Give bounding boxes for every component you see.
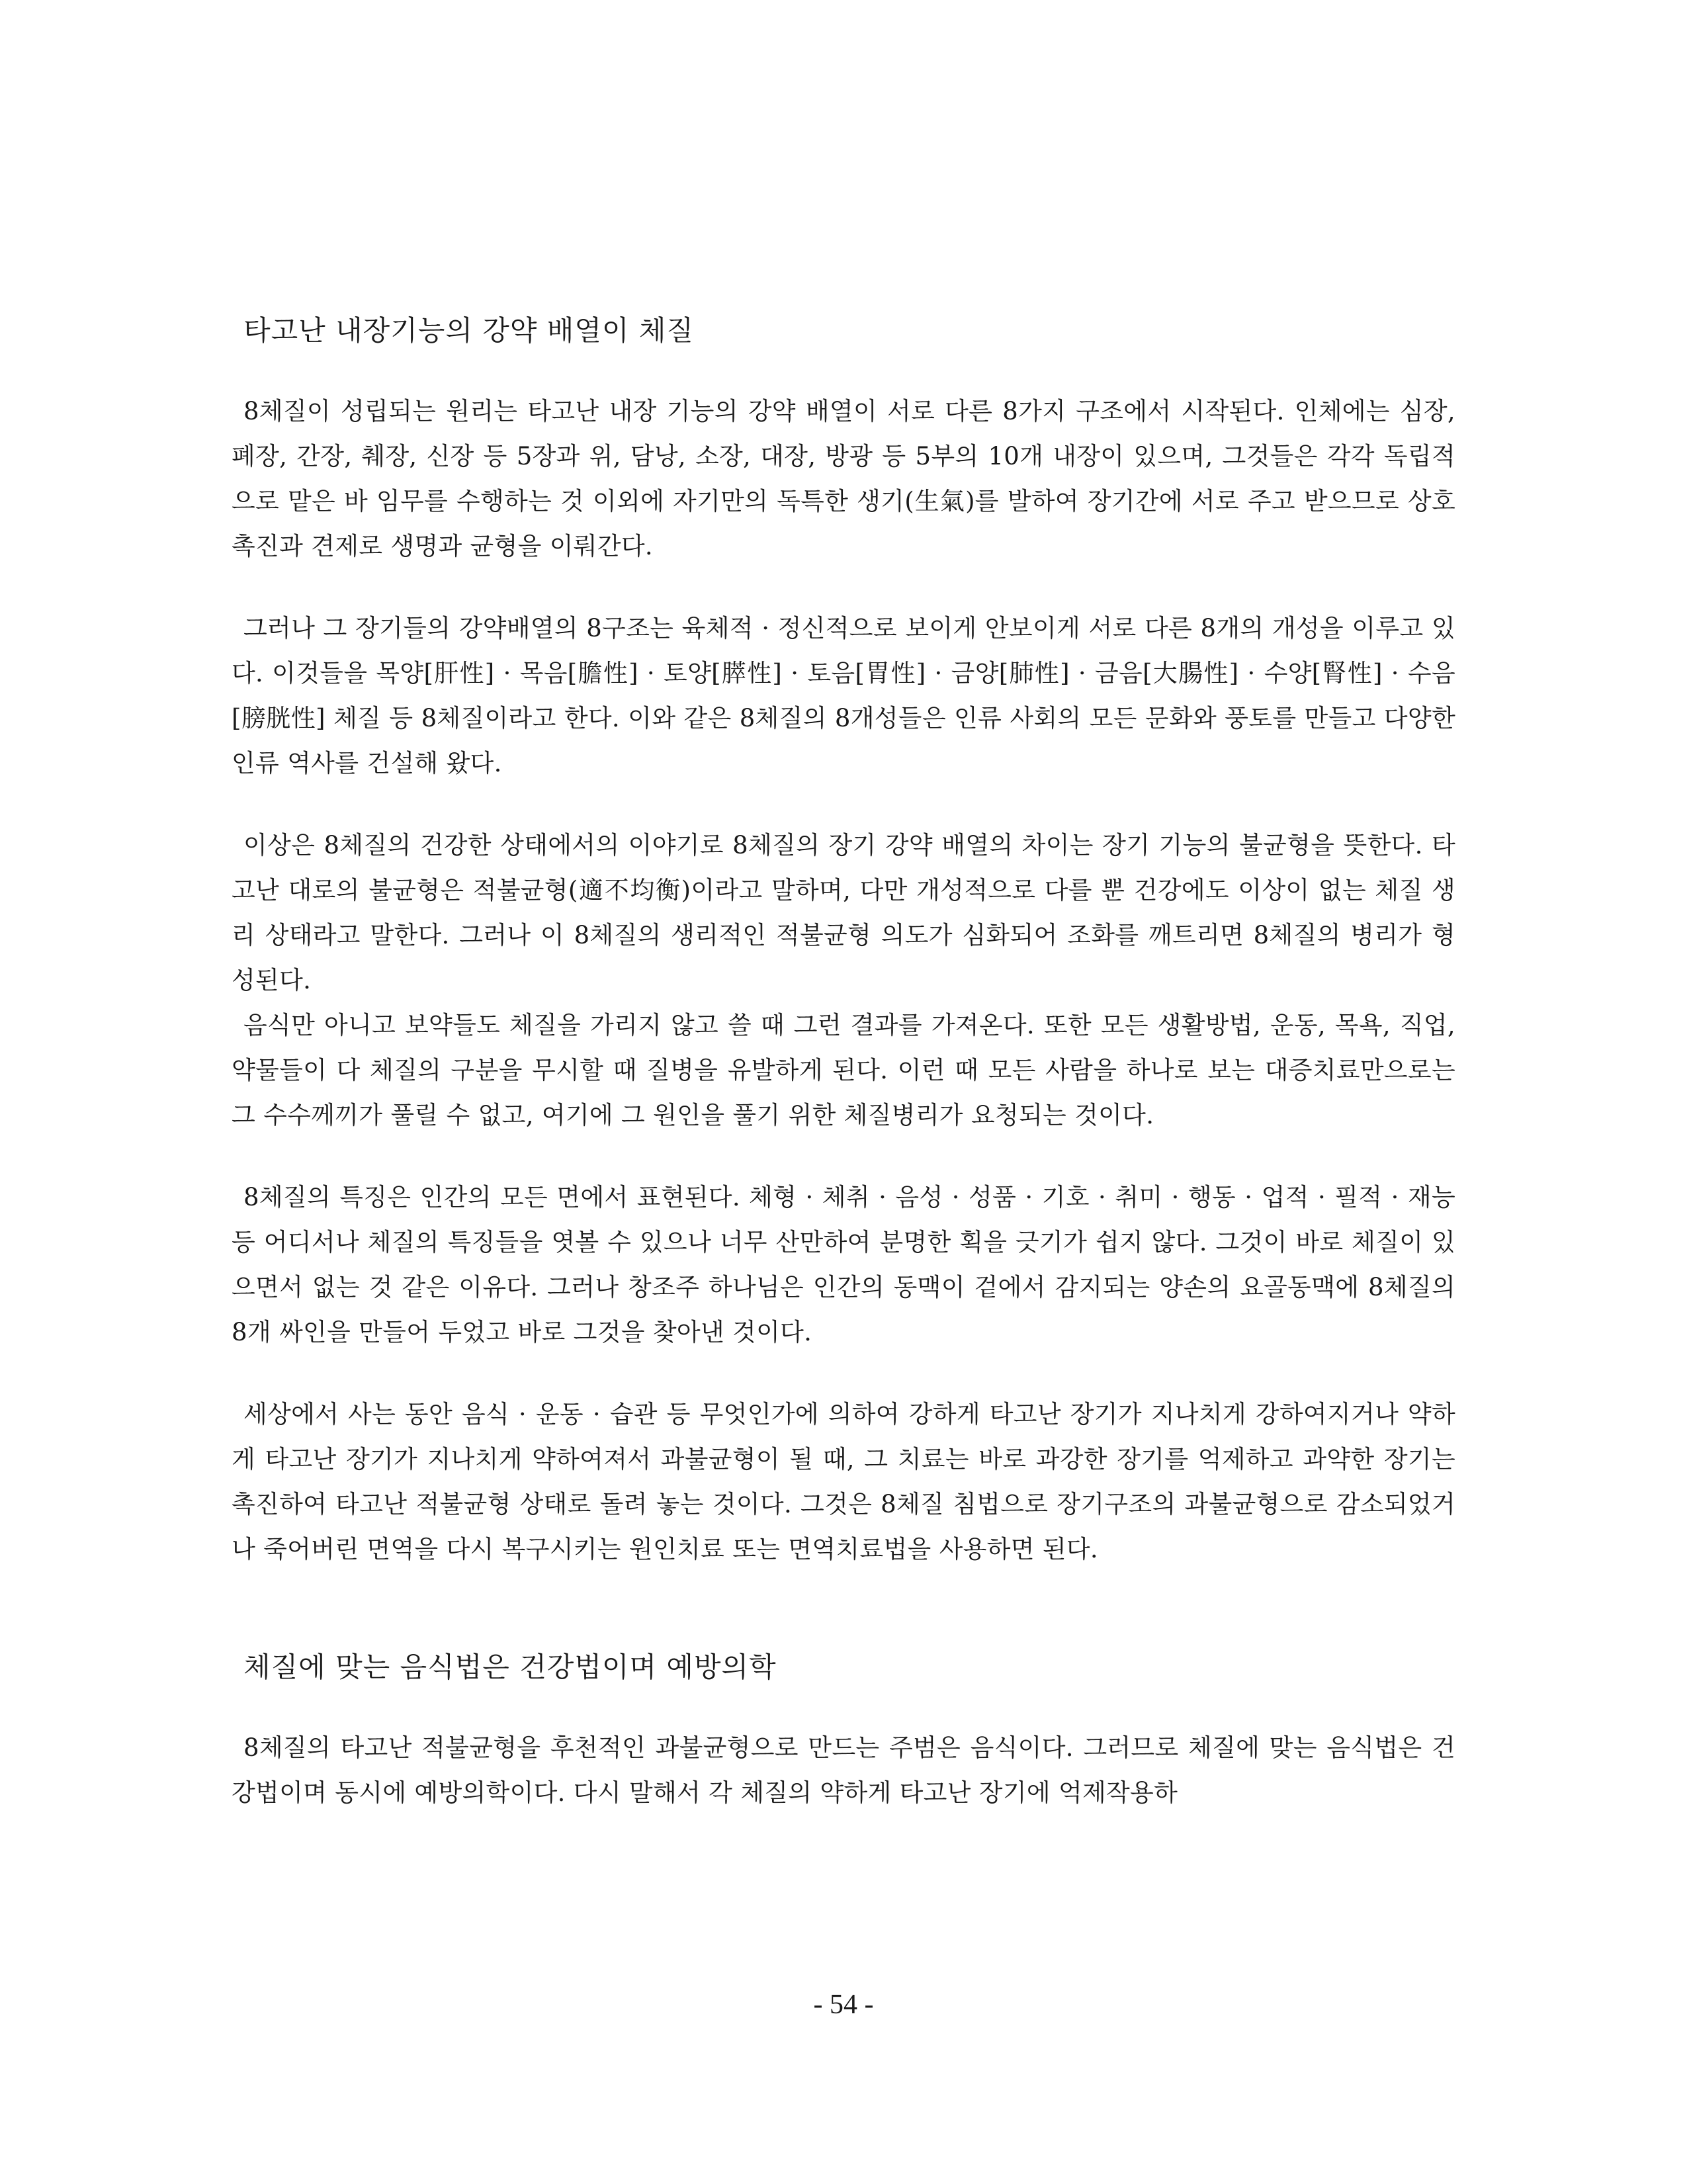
paragraph: 세상에서 사는 동안 음식 · 운동 · 습관 등 무엇인가에 의하여 강하게 타고난 장기가 지나치게 강하여지거나 약하게 타고난 장기가 지나치게 약하여져서 과불균형이 될 때, 그 치료는 바로 과강한 장기를 억제하고 과약한 장기는 촉진하여 타고난 적불균형 상태로 돌려 놓는 것이다. 그것은 8체질 침법으로 장기구조의 과불균형으로 감소되었거나 죽어버린 면역을 다시 복구시키는 원인치료 또는 면역치료법을 사용하면 된다.	[232, 1400, 1455, 1563]
paragraph: 8체질의 타고난 적불균형을 후천적인 과불균형으로 만드는 주범은 음식이다. 그러므로 체질에 맞는 음식법은 건강법이며 동시에 예방의학이다. 다시 말해서 각 체질의 약하게 타고난 장기에 억제작용하	[232, 1733, 1455, 1807]
section-heading: 체질에 맞는 음식법은 건강법이며 예방의학	[243, 1651, 777, 1683]
page-content	[232, 311, 1455, 1853]
page-number: - 54 -	[813, 1989, 874, 2020]
paragraph: 8체질의 특징은 인간의 모든 면에서 표현된다. 체형 · 체취 · 음성 · 성품 · 기호 · 취미 · 행동 · 업적 · 필적 · 재능 등 어디서나 체질의 특징들을 엿볼 수 있으나 너무 산만하여 분명한 획을 긋기가 쉽지 않다. 그것이 바로 체질이 있으면서 없는 것 같은 이유다. 그러나 창조주 하나님은 인간의 동맥이 겉에서 감지되는 양손의 요골동맥에 8체질의 8개 싸인을 만들어 두었고 바로 그것을 찾아낸 것이다.	[232, 1183, 1455, 1346]
paragraph: 음식만 아니고 보약들도 체질을 가리지 않고 쓸 때 그런 결과를 가져온다. 또한 모든 생활방법, 운동, 목욕, 직업, 약물들이 다 체질의 구분을 무시할 때 질병을 유발하게 된다. 이런 때 모든 사람을 하나로 보는 대증치료만으로는 그 수수께끼가 풀릴 수 없고, 여기에 그 원인을 풀기 위한 체질병리가 요청되는 것이다.	[232, 1011, 1455, 1129]
paragraph: 그러나 그 장기들의 강약배열의 8구조는 육체적 · 정신적으로 보이게 안보이게 서로 다른 8개의 개성을 이루고 있다. 이것들을 목양[肝性] · 목음[膽性] · 토양[膵性] · 토음[胃性] · 금양[肺性] · 금음[大腸性] · 수양[腎性] · 수음[膀胱性] 체질 등 8체질이라고 한다. 이와 같은 8체질의 8개성들은 인류 사회의 모든 문화와 풍토를 만들고 다양한 인류 역사를 건설해 왔다.	[232, 614, 1455, 777]
section-heading: 타고난 내장기능의 강약 배열이 체질	[243, 314, 694, 347]
paragraph: 이상은 8체질의 건강한 상태에서의 이야기로 8체질의 장기 강약 배열의 차이는 장기 기능의 불균형을 뜻한다. 타고난 대로의 불균형은 적불균형(適不均衡)이라고 말하며, 다만 개성적으로 다를 뿐 건강에도 이상이 없는 체질 생리 상태라고 말한다. 그러나 이 8체질의 생리적인 적불균형 의도가 심화되어 조화를 깨트리면 8체질의 병리가 형성된다.	[232, 831, 1455, 994]
paragraph: 8체질이 성립되는 원리는 타고난 내장 기능의 강약 배열이 서로 다른 8가지 구조에서 시작된다. 인체에는 심장, 폐장, 간장, 췌장, 신장 등 5장과 위, 담낭, 소장, 대장, 방광 등 5부의 10개 내장이 있으며, 그것들은 각각 독립적으로 맡은 바 임무를 수행하는 것 이외에 자기만의 독특한 생기(生氣)를 발하여 장기간에 서로 주고 받으므로 상호 촉진과 견제로 생명과 균형을 이뤄간다.	[232, 397, 1455, 560]
